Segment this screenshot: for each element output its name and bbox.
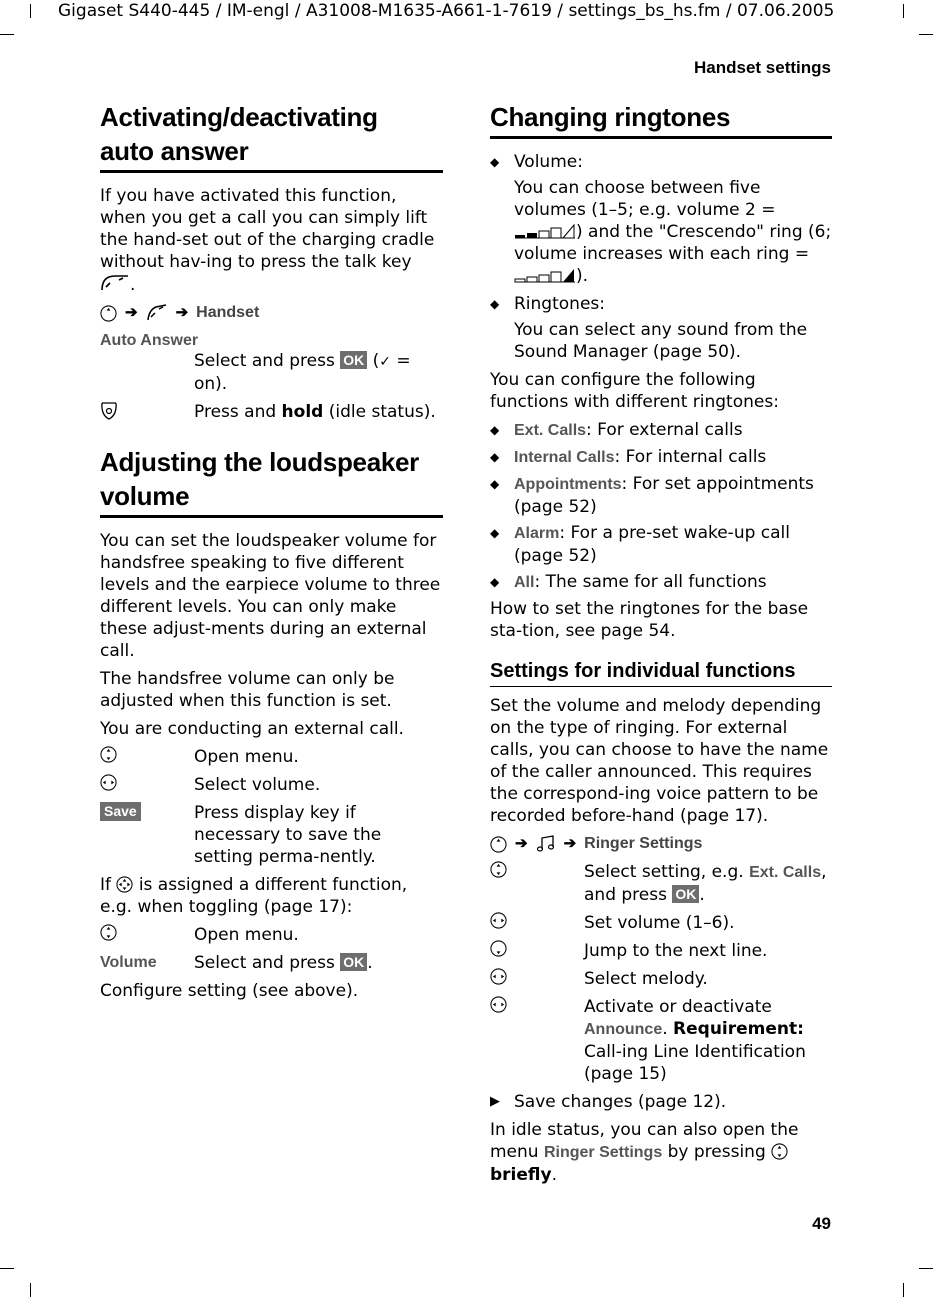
paragraph: You can configure the following functions with different ringtones:	[490, 370, 779, 412]
left-column	[100, 100, 443, 1008]
page-number: 49	[812, 1214, 831, 1233]
control-key-icon	[490, 861, 507, 878]
step-open-menu: Open menu.	[100, 746, 443, 768]
talk-key-icon	[100, 273, 130, 293]
loudspeaker-title: Adjusting the loudspeaker volume	[100, 445, 443, 518]
control-key-icon	[116, 876, 133, 893]
step-set-volume: Set volume (1–6).	[490, 912, 832, 934]
step-select: Select and press OK (✓ = on).	[194, 351, 411, 394]
list-item: ◆ Ringtones:	[490, 294, 605, 314]
crop-mark	[0, 1268, 14, 1269]
crop-mark	[919, 34, 933, 35]
crop-mark	[903, 4, 904, 18]
auto-answer-title: Activating/deactivating auto answer	[100, 100, 443, 173]
save-changes-line: ▶ Save changes (page 12).	[490, 1092, 727, 1112]
ringtones-title: Changing ringtones	[490, 100, 832, 139]
list-item: ◆ Appointments: For set appointments (page 52)	[490, 474, 814, 517]
step-select-volume: Select volume.	[100, 774, 443, 796]
volume-description: You can choose between five volumes (1–5; e.g. volume 2 = ) and the "Crescendo" ring (6; volume increases with each ring = ).	[514, 178, 832, 286]
control-key-icon	[100, 774, 117, 791]
crop-mark	[30, 4, 31, 18]
section-heading: Handset settings	[694, 58, 831, 77]
paragraph: In idle status, you can also open the menu Ringer Settings by pressing briefly.	[490, 1120, 799, 1185]
ringtones-description: You can select any sound from the Sound Manager (page 50).	[514, 320, 808, 362]
step-select-melody: Select melody.	[490, 968, 832, 990]
step-save: Save Press display key if necessary to save the setting perma-nently.	[100, 802, 443, 868]
control-key-icon	[490, 968, 507, 985]
step-volume: Volume Select and press OK .	[100, 953, 373, 973]
paragraph: Set the volume and melody depending on the type of ringing. For external calls, you can choose to have the name of the caller announced. This requires the correspond-ing voice pattern to be recorded before-hand (page 17).	[490, 696, 829, 826]
paragraph: Configure setting (see above).	[100, 981, 359, 1001]
step-select-setting: Select setting, e.g. Ext. Calls, and press OK .	[490, 861, 832, 906]
control-key-icon	[771, 1143, 788, 1160]
check-icon: ✓	[379, 354, 392, 370]
right-column	[490, 100, 832, 1192]
volume-level-2-icon	[514, 223, 576, 239]
paragraph: You can set the loudspeaker volume for handsfree speaking to five different levels and the earpiece volume to three different levels. You can only make these adjust-ments during an external call.	[100, 531, 441, 661]
note-icon	[536, 835, 556, 853]
end-call-key-icon	[100, 401, 118, 421]
control-key-icon	[490, 836, 507, 853]
ok-key: OK	[340, 351, 367, 369]
handset-icon	[146, 304, 168, 322]
list-item: ◆ Internal Calls: For internal calls	[490, 447, 767, 467]
list-item: ◆ Volume:	[490, 152, 583, 172]
auto-answer-intro: If you have activated this function, when you get a call you can simply lift the hand-set out of the charging cradle without hav-ing to press the talk key .	[100, 186, 435, 295]
save-softkey: Save	[100, 802, 141, 821]
individual-functions-title: Settings for individual functions	[490, 658, 832, 687]
list-item: ◆ All: The same for all functions	[490, 572, 767, 592]
step-next-line: Jump to the next line.	[490, 940, 832, 962]
crop-mark	[903, 1283, 904, 1297]
control-key-icon	[100, 305, 117, 322]
control-key-icon	[490, 912, 507, 929]
ok-key: OK	[340, 953, 367, 971]
control-key-icon	[100, 746, 117, 763]
volume-crescendo-icon	[514, 267, 576, 283]
control-key-icon	[490, 940, 507, 957]
menu-path: ➔ ➔ Handset	[100, 302, 443, 324]
paragraph: If is assigned a different function, e.g. when toggling (page 17):	[100, 875, 408, 917]
list-item: ◆ Alarm: For a pre-set wake-up call (page 52)	[490, 523, 790, 566]
paragraph: How to set the ringtones for the base sta-tion, see page 54.	[490, 599, 809, 641]
paragraph: You are conducting an external call.	[100, 719, 404, 739]
crop-mark	[0, 34, 14, 35]
control-key-icon	[490, 996, 507, 1013]
control-key-icon	[100, 924, 117, 941]
ok-key: OK	[672, 885, 699, 903]
step-open-menu: Open menu.	[100, 924, 443, 946]
crop-mark	[30, 1283, 31, 1297]
crop-mark	[919, 1268, 933, 1269]
document-header: Gigaset S440-445 / IM-engl / A31008-M1635-A661-1-7619 / settings_bs_hs.fm / 07.06.2005	[58, 1, 835, 21]
list-item: ◆ Ext. Calls: For external calls	[490, 420, 743, 440]
menu-item-auto-answer: Auto Answer	[100, 332, 199, 349]
menu-path: ➔ ➔ Ringer Settings	[490, 833, 832, 855]
paragraph: The handsfree volume can only be adjusted when this function is set.	[100, 669, 395, 711]
step-announce: Activate or deactivate Announce. Requirement: Call-ing Line Identification (page 15)	[490, 996, 832, 1085]
step-hold: Press and hold (idle status).	[100, 401, 443, 423]
menu-item-volume: Volume	[100, 954, 157, 971]
